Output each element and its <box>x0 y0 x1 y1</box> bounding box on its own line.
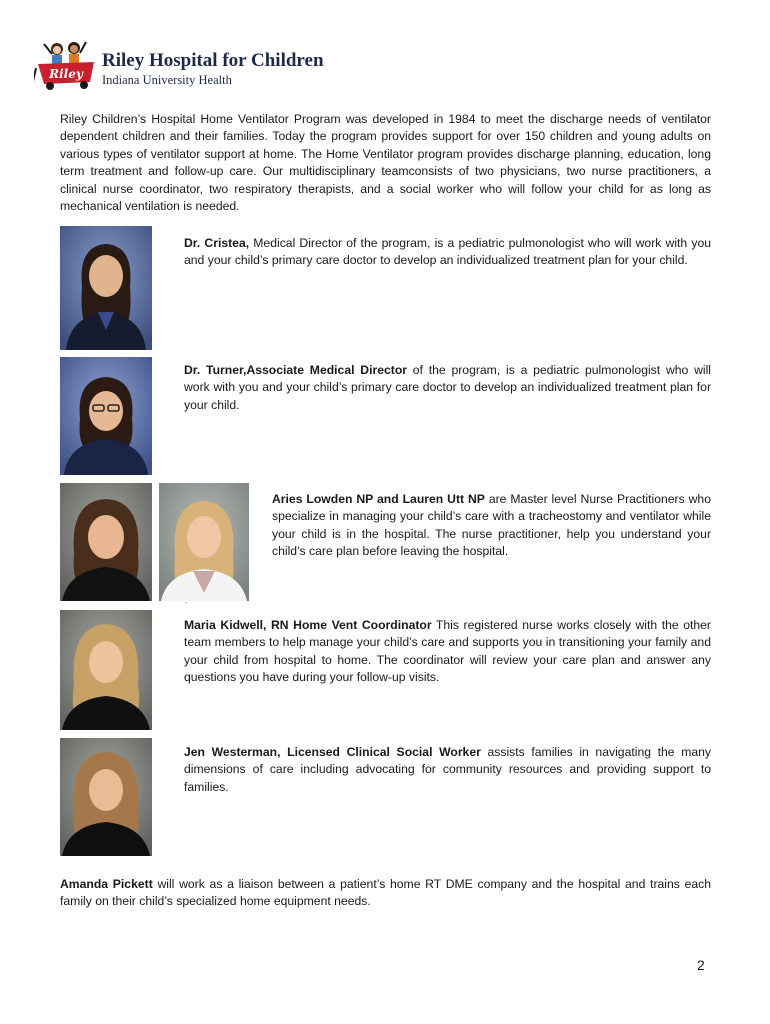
dr-cristea-photo <box>60 226 152 350</box>
dr-cristea-description: Medical Director of the program, is a pediatric pulmonologist who will work with you and your child’s primary care doctor to develop an individualized treatment plan for your child. <box>184 236 711 268</box>
riley-logo <box>34 36 344 92</box>
dr-turner-description: of the program, is a pediatric pulmonologist who will work with you and your child’s primary care doctor to develop an individualized treatment plan for your child. <box>184 363 711 412</box>
logo-title: Riley Hospital for Children <box>102 50 324 71</box>
maria-kidwell-photo <box>60 610 152 730</box>
nurse-practitioners-names: Aries Lowden NP and Lauren Utt NP <box>272 492 485 506</box>
amanda-pickett-name: Amanda Pickett <box>60 877 153 891</box>
nurse-practitioners-description: are Master level Nurse Practitioners who specialize in managing your child’s care with a tracheostomy and ventilator while your child is in the hospital. The nurse practitioner, help you understand your child’s care plan before leaving the hospital. <box>272 492 711 559</box>
maria-kidwell-bio <box>184 617 711 687</box>
logo-subtitle: Indiana University Health <box>102 73 232 87</box>
lauren-utt-photo <box>159 483 249 601</box>
stray-mark: . <box>185 596 188 605</box>
intro-paragraph: Riley Children’s Hospital Home Ventilator Program was developed in 1984 to meet the discharge needs of ventilator dependent children and their families. Today the program provides support for over 150 children and young adults on various types of ventilator support at home. The Home Ventilator program provides discharge planning, education, long term treatment and follow-up care. Our multidisciplinary teamconsists of two physicians, two nurse practitioners, a clinical nurse coordinator, two respiratory therapists, and a social worker who will follow your child for as long as mechanical ventilation is needed. <box>60 112 711 214</box>
dr-turner-photo <box>60 357 152 475</box>
kids-wagon-icon <box>34 36 100 92</box>
dr-cristea-bio <box>184 235 711 270</box>
jen-westerman-name: Jen Westerman, Licensed Clinical Social Worker <box>184 745 481 759</box>
maria-kidwell-name: Maria Kidwell, RN Home Vent Coordinator <box>184 618 432 632</box>
nurse-practitioners-bio <box>272 491 711 561</box>
jen-westerman-photo <box>60 738 152 856</box>
page-number: 2 <box>697 957 705 973</box>
logo-wagon-text: Riley <box>49 67 83 81</box>
aries-lowden-photo <box>60 483 152 601</box>
amanda-pickett-paragraph <box>60 876 711 911</box>
maria-kidwell-description: This registered nurse works closely with the other team members to help manage your child’s care and supports you in transitioning your family and your child from hospital to home. The coordinator will review your care plan and answer any questions you have during your follow-up visits. <box>184 618 711 685</box>
dr-turner-bio <box>184 362 711 414</box>
jen-westerman-description: assists families in navigating the many dimensions of care including advocating for community resources and providing support to families. <box>184 745 712 794</box>
dr-cristea-name: Dr. Cristea, <box>184 236 250 250</box>
amanda-pickett-description: will work as a liaison between a patient’s home RT DME company and the hospital and trains each family on their child’s specialized home equipment needs. <box>60 877 712 909</box>
dr-turner-name: Dr. Turner,Associate Medical Director <box>184 363 408 377</box>
jen-westerman-bio <box>184 744 711 796</box>
